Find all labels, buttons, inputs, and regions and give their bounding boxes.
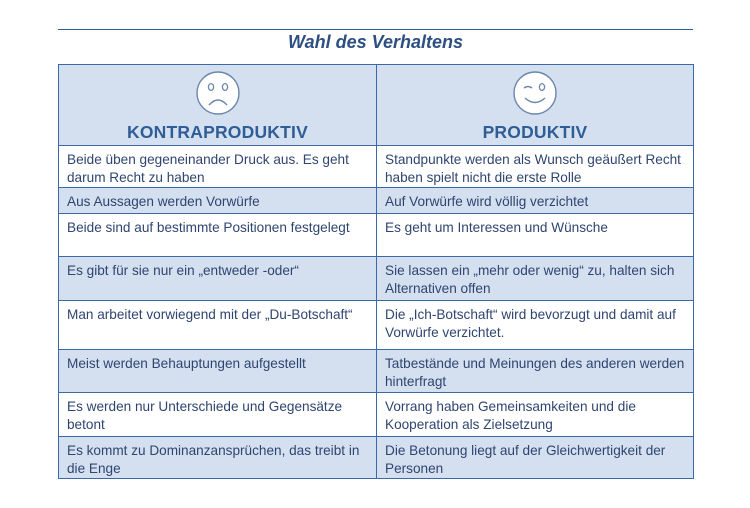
row-cell-produktiv: Standpunkte werden als Wunsch geäußert Recht haben spielt nicht die erste Rolle	[377, 146, 694, 188]
table-row	[59, 301, 694, 350]
row-cell-produktiv: Tatbestände und Meinungen des anderen werden hinterfragt	[377, 350, 694, 393]
row-cell-kontraproduktiv: Aus Aussagen werden Vorwürfe	[59, 188, 377, 214]
row-cell-kontraproduktiv: Es werden nur Unterschiede und Gegensätze betont	[59, 393, 377, 437]
row-cell-produktiv: Sie lassen ein „mehr oder wenig“ zu, halten sich Alternativen offen	[377, 257, 694, 301]
row-cell-kontraproduktiv: Beide üben gegeneinander Druck aus. Es geht darum Recht zu haben	[59, 146, 377, 188]
row-cell-produktiv: Die Betonung liegt auf der Gleichwertigkeit der Personen	[377, 437, 694, 479]
table-row	[59, 437, 694, 479]
row-cell-produktiv: Vorrang haben Gemeinsamkeiten und die Kooperation als Zielsetzung	[377, 393, 694, 437]
row-cell-kontraproduktiv: Meist werden Behauptungen aufgestellt	[59, 350, 377, 393]
winking-face-icon	[512, 70, 558, 116]
comparison-table	[58, 64, 694, 479]
table-row	[59, 214, 694, 257]
row-cell-kontraproduktiv: Beide sind auf bestimmte Positionen festgelegt	[59, 214, 377, 257]
sad-face-icon	[195, 70, 241, 116]
title-rule	[58, 29, 693, 30]
column-label-kontraproduktiv: KONTRAPRODUKTIV	[127, 122, 308, 142]
table-row	[59, 393, 694, 437]
page-title: Wahl des Verhaltens	[287, 32, 464, 52]
row-cell-produktiv: Auf Vorwürfe wird völlig verzichtet	[377, 188, 694, 214]
column-label-produktiv: PRODUKTIV	[482, 122, 588, 142]
row-cell-kontraproduktiv: Es gibt für sie nur ein „entweder -oder“	[59, 257, 377, 301]
table-row	[59, 350, 694, 393]
header-produktiv	[377, 65, 694, 146]
table-row	[59, 146, 694, 188]
table-row	[59, 188, 694, 214]
row-cell-produktiv: Die „Ich-Botschaft“ wird bevorzugt und damit auf Vorwürfe verzichtet.	[377, 301, 694, 350]
header-kontraproduktiv	[59, 65, 377, 146]
table-row	[59, 257, 694, 301]
row-cell-kontraproduktiv: Man arbeitet vorwiegend mit der „Du-Botschaft“	[59, 301, 377, 350]
row-cell-kontraproduktiv: Es kommt zu Dominanzansprüchen, das treibt in die Enge	[59, 437, 377, 479]
row-cell-produktiv: Es geht um Interessen und Wünsche	[377, 214, 694, 257]
